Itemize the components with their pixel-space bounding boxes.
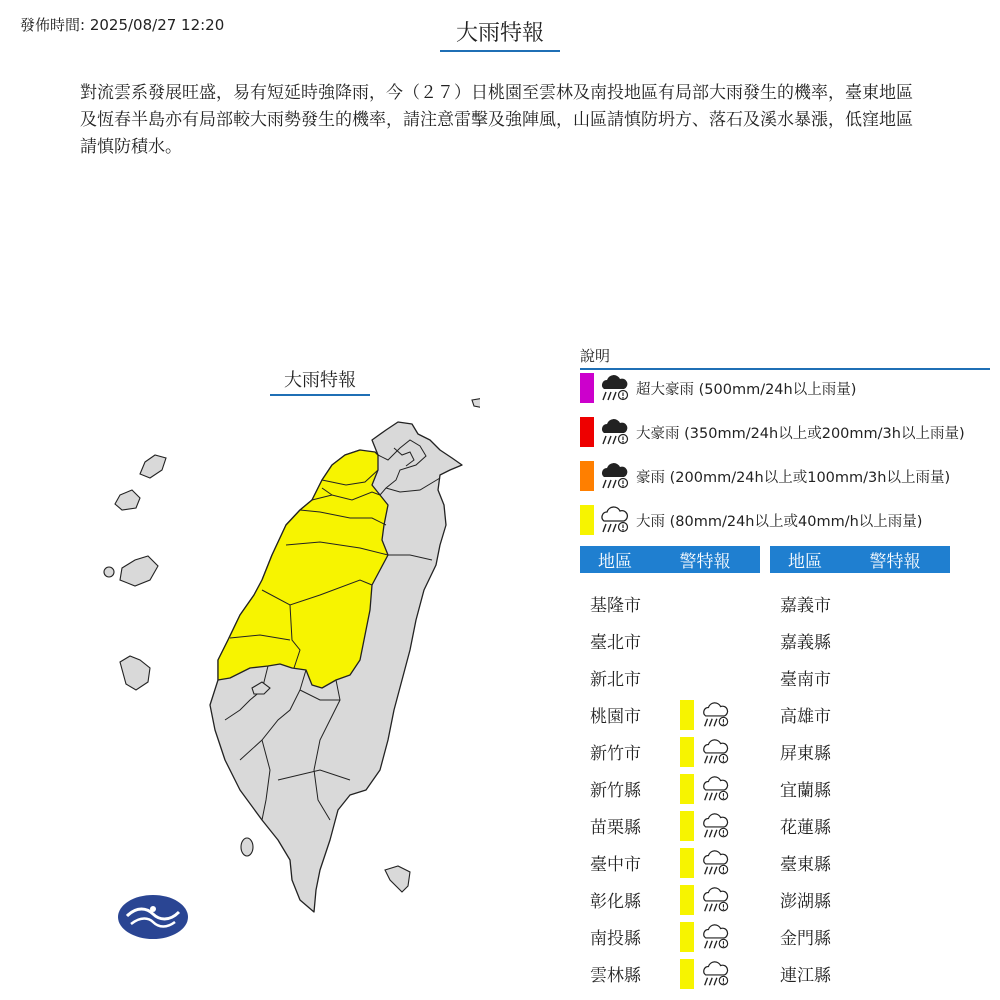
warning-indicator <box>680 811 730 841</box>
legend-item-torrential <box>580 416 965 448</box>
heavy-rain-icon <box>700 811 730 841</box>
legend-swatch <box>580 373 594 403</box>
region-row <box>580 918 730 955</box>
taiwan-map <box>90 390 480 950</box>
cwa-logo <box>117 894 189 940</box>
heavy-rain-icon <box>700 959 730 989</box>
warning-color-bar <box>680 737 694 767</box>
region-name: 彰化縣 <box>590 892 641 912</box>
region-row <box>770 918 870 955</box>
warning-color-bar <box>680 959 694 989</box>
region-row <box>770 955 870 992</box>
warning-color-bar <box>680 700 694 730</box>
region-row <box>580 844 730 881</box>
region-row <box>770 807 870 844</box>
region-name: 南投縣 <box>590 929 641 949</box>
table-header-left <box>580 546 760 573</box>
region-name: 花蓮縣 <box>780 818 831 838</box>
publish-time: 發佈時間: 2025/08/27 12:20 <box>20 16 225 34</box>
page-title: 大雨特報 <box>440 16 560 52</box>
region-name: 桃園市 <box>590 707 641 727</box>
region-name: 臺南市 <box>780 670 831 690</box>
region-row <box>580 881 730 918</box>
region-row <box>580 585 680 622</box>
warning-indicator <box>680 774 730 804</box>
region-row <box>580 955 730 992</box>
warning-indicator <box>680 700 730 730</box>
region-row <box>770 659 870 696</box>
warning-color-bar <box>680 848 694 878</box>
warning-indicator <box>680 885 730 915</box>
region-name: 屏東縣 <box>780 744 831 764</box>
table-header-right <box>770 546 950 573</box>
heavy-rain-icon <box>700 848 730 878</box>
region-name: 連江縣 <box>780 966 831 986</box>
region-name: 嘉義市 <box>780 596 831 616</box>
heavy-rain-icon <box>700 700 730 730</box>
legend-label: 大雨 (80mm/24h以上或40mm/h以上雨量) <box>636 513 923 530</box>
map-title: 大雨特報 <box>270 366 370 396</box>
heavy-rain-icon <box>700 737 730 767</box>
region-row <box>770 733 870 770</box>
heavy-rain-icon <box>700 774 730 804</box>
region-row <box>580 770 730 807</box>
warning-indicator <box>680 848 730 878</box>
legend-label: 豪雨 (200mm/24h以上或100mm/3h以上雨量) <box>636 469 951 486</box>
legend-swatch <box>580 461 594 491</box>
extremely-heavy-rain-icon <box>598 461 630 491</box>
warning-color-bar <box>680 774 694 804</box>
warning-color-bar <box>680 811 694 841</box>
header-region: 地區 <box>788 552 822 572</box>
region-row <box>580 807 730 844</box>
header-region: 地區 <box>598 552 632 572</box>
heavy-rain-icon <box>700 922 730 952</box>
region-row <box>580 622 680 659</box>
region-row <box>770 770 870 807</box>
legend-item-extreme-torrential <box>580 372 856 404</box>
region-row <box>770 585 870 622</box>
region-name: 雲林縣 <box>590 966 641 986</box>
legend-swatch <box>580 417 594 447</box>
region-name: 臺中市 <box>590 855 641 875</box>
warning-description: 對流雲系發展旺盛，易有短延時強降雨，今（２７）日桃園至雲林及南投地區有局部大雨發生的機率，臺東地區及恆春半島亦有局部較大雨勢發生的機率，請注意雷擊及強陣風，山區請慎防坍方、落石及溪水暴漲，低窪地區請慎防積水。 <box>80 83 913 157</box>
region-row <box>580 696 730 733</box>
legend-item-heavy <box>580 504 922 536</box>
region-name: 澎湖縣 <box>780 892 831 912</box>
region-row <box>770 696 870 733</box>
legend-label: 超大豪雨 (500mm/24h以上雨量) <box>636 381 857 398</box>
warning-color-bar <box>680 922 694 952</box>
region-name: 新竹縣 <box>590 781 641 801</box>
legend-label: 大豪雨 (350mm/24h以上或200mm/3h以上雨量) <box>636 425 965 442</box>
extreme-torrential-rain-icon <box>598 373 630 403</box>
heavy-rain-icon <box>700 885 730 915</box>
region-name: 高雄市 <box>780 707 831 727</box>
region-row <box>580 733 730 770</box>
region-name: 嘉義縣 <box>780 633 831 653</box>
warning-indicator <box>680 959 730 989</box>
warning-indicator <box>680 737 730 767</box>
warning-indicator <box>680 922 730 952</box>
header-warning: 警特報 <box>679 552 731 572</box>
legend-title: 說明 <box>580 345 990 370</box>
region-name: 基隆市 <box>590 596 641 616</box>
legend-item-extremely-heavy <box>580 460 950 492</box>
legend-swatch <box>580 505 594 535</box>
region-name: 金門縣 <box>780 929 831 949</box>
warning-color-bar <box>680 885 694 915</box>
torrential-rain-icon <box>598 417 630 447</box>
region-name: 臺東縣 <box>780 855 831 875</box>
header-warning: 警特報 <box>869 552 921 572</box>
region-row <box>580 659 680 696</box>
region-row <box>770 844 870 881</box>
region-row <box>770 622 870 659</box>
region-name: 新北市 <box>590 670 641 690</box>
region-name: 臺北市 <box>590 633 641 653</box>
region-row <box>770 881 870 918</box>
region-name: 宜蘭縣 <box>780 781 831 801</box>
heavy-rain-icon <box>598 505 630 535</box>
region-name: 苗栗縣 <box>590 818 641 838</box>
region-name: 新竹市 <box>590 744 641 764</box>
